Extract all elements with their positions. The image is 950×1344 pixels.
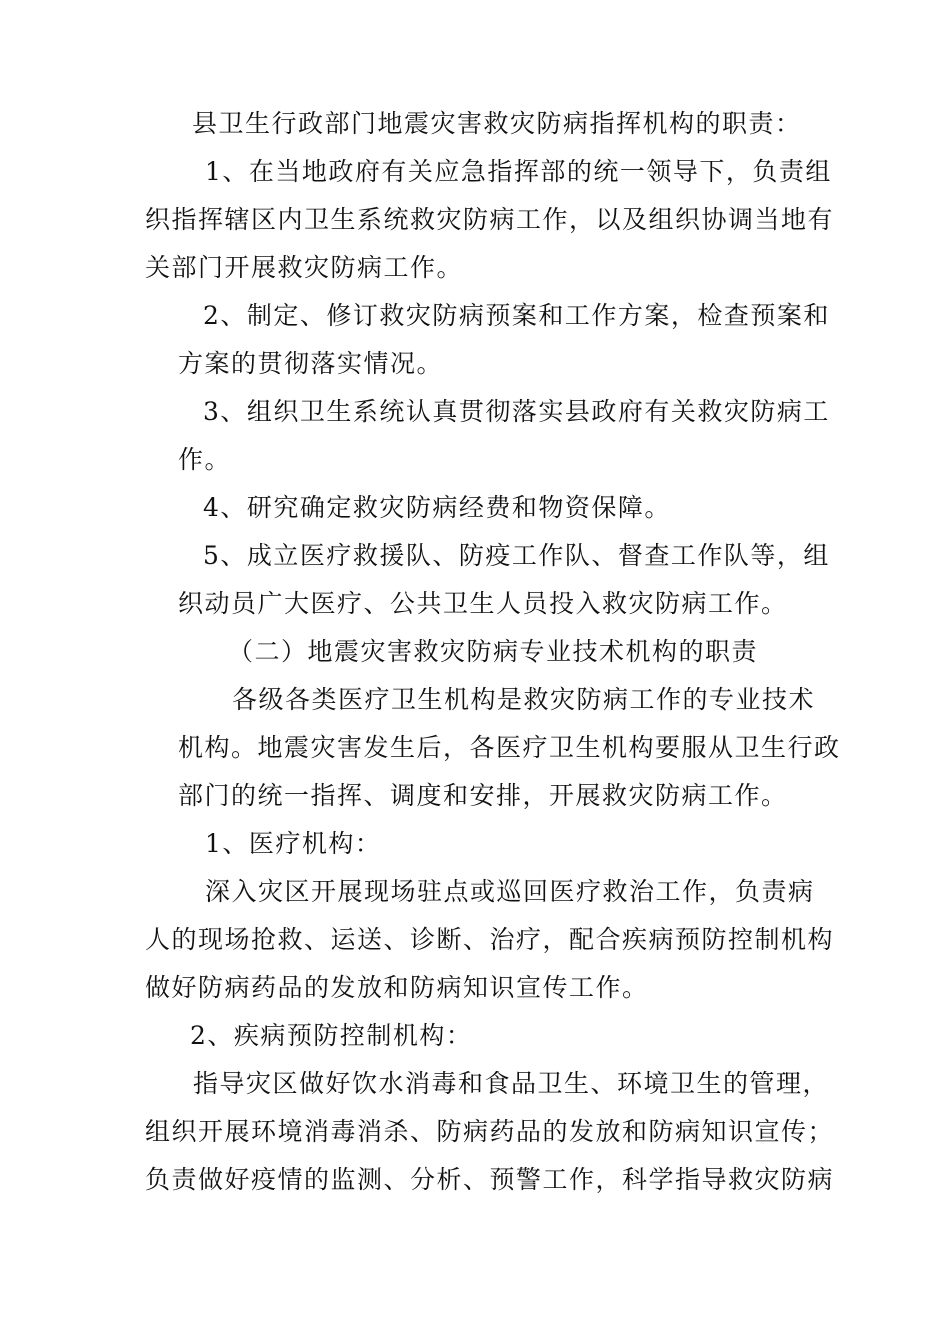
text-line: 各级各类医疗卫生机构是救灾防病工作的专业技术 [232, 685, 816, 714]
text-line: 方案的贯彻落实情况。 [178, 349, 444, 378]
text-line: 4、研究确定救灾防病经费和物资保障。 [203, 493, 671, 522]
text-line: 5、成立医疗救援队、防疫工作队、督查工作队等，组 [203, 541, 830, 570]
text-line: 2、制定、修订救灾防病预案和工作方案，检查预案和 [203, 301, 830, 330]
section-heading: （二）地震灾害救灾防病专业技术机构的职责 [228, 637, 759, 666]
text-line: 县卫生行政部门地震灾害救灾防病指挥机构的职责： [192, 109, 802, 138]
text-line: 作。 [178, 445, 232, 474]
text-line: 织指挥辖区内卫生系统救灾防病工作，以及组织协调当地有 [145, 205, 835, 234]
text-line: 2、疾病预防控制机构： [190, 1021, 473, 1050]
text-line: 做好防病药品的发放和防病知识宣传工作。 [145, 973, 649, 1002]
text-line: 机构。地震灾害发生后，各医疗卫生机构要服从卫生行政 [178, 733, 841, 762]
text-line: 关部门开展救灾防病工作。 [145, 253, 464, 282]
text-line: 人的现场抢救、运送、诊断、治疗，配合疾病预防控制机构 [145, 925, 835, 954]
text-line: 深入灾区开展现场驻点或巡回医疗救治工作，负责病 [205, 877, 815, 906]
text-line: 指导灾区做好饮水消毒和食品卫生、环境卫生的管理， [193, 1069, 830, 1098]
text-line: 3、组织卫生系统认真贯彻落实县政府有关救灾防病工 [203, 397, 830, 426]
text-line: 组织开展环境消毒消杀、防病药品的发放和防病知识宣传； [145, 1117, 835, 1146]
text-line: 1、在当地政府有关应急指挥部的统一领导下，负责组 [205, 157, 832, 186]
text-line: 织动员广大医疗、公共卫生人员投入救灾防病工作。 [178, 589, 788, 618]
text-line: 部门的统一指挥、调度和安排，开展救灾防病工作。 [178, 781, 788, 810]
text-line: 负责做好疫情的监测、分析、预警工作，科学指导救灾防病 [145, 1165, 835, 1194]
text-line: 1、医疗机构： [205, 829, 382, 858]
